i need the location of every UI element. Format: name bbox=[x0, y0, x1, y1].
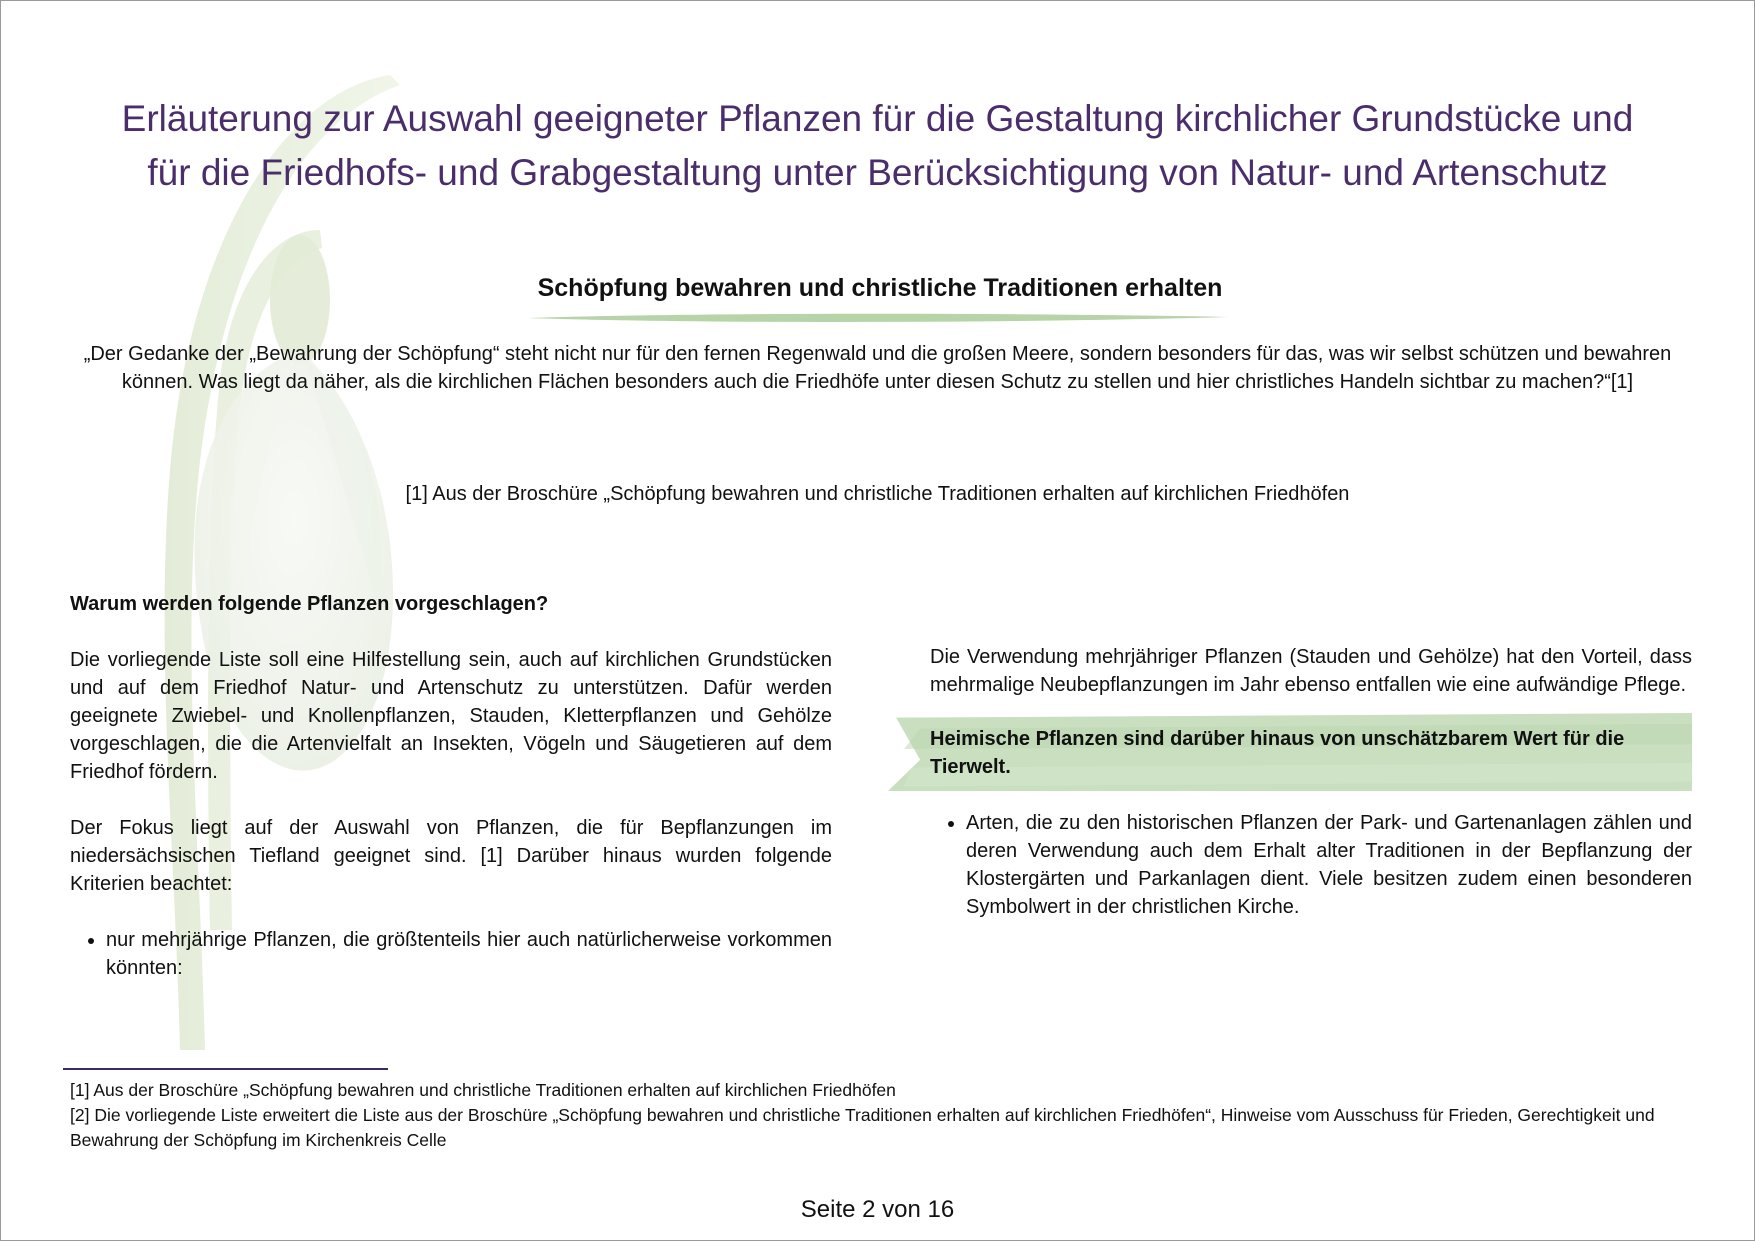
green-brush-background bbox=[888, 713, 1692, 791]
left-paragraph-2: Der Fokus liegt auf der Auswahl von Pflanzen, die für Bepflanzungen im niedersächsischen Tiefland geeignet sind. [1] Darüber hinaus wurden folgende Kriterien beachtet: bbox=[70, 817, 832, 895]
section-heading: Schöpfung bewahren und christliche Traditionen erhalten bbox=[537, 274, 1223, 302]
title-line-2: für die Friedhofs- und Grabgestaltung unter Berücksichtigung von Natur- und Artenschutz bbox=[147, 152, 1608, 193]
intro-quote-source: [1] Aus der Broschüre „Schöpfung bewahren und christliche Traditionen erhalten auf kirchlichen Friedhöfen bbox=[405, 483, 1350, 505]
right-paragraph-1: Die Verwendung mehrjähriger Pflanzen (Stauden und Gehölze) hat den Vorteil, dass mehrmalige Neubepflanzungen im Jahr ebenso entfallen wie eine aufwändige Pflege. bbox=[930, 646, 1692, 696]
right-bullet-list bbox=[930, 809, 1692, 921]
footnote-2: [2] Die vorliegende Liste erweitert die Liste aus der Broschüre „Schöpfung bewahren und christliche Traditionen erhalten auf kirchlichen Friedhöfen“, Hinweise vom Ausschuss für Frieden, Gerechtigkeit und Bewahrung der Schöpfung im Kirchenkreis Celle bbox=[70, 1105, 1655, 1150]
left-column-heading: Warum werden folgende Pflanzen vorgeschlagen? bbox=[70, 593, 549, 615]
left-column bbox=[70, 590, 832, 982]
page-number: Seite 2 von 16 bbox=[800, 1196, 955, 1223]
highlight-text: Heimische Pflanzen sind darüber hinaus von unschätzbarem Wert für die Tierwelt. bbox=[930, 728, 1625, 778]
footnote-divider bbox=[63, 1068, 388, 1070]
footnote-1: [1] Aus der Broschüre „Schöpfung bewahren und christliche Traditionen erhalten auf kirchlichen Friedhöfen bbox=[70, 1080, 896, 1100]
right-column bbox=[930, 643, 1692, 921]
heading-underline-stroke bbox=[528, 312, 1228, 324]
list-item: • nur mehrjährige Pflanzen, die größtenteils hier auch natürlicherweise vorkommen könnten: bbox=[106, 926, 832, 982]
list-item: • Arten, die zu den historischen Pflanzen der Park- und Gartenanlagen zählen und deren Verwendung auch dem Erhalt alter Traditionen in der Bepflanzung der Klostergärten und Parkanlagen dient. Viele besitzen zudem einen besonderen Symbolwert in der christlichen Kirche. bbox=[966, 809, 1692, 921]
highlight-box bbox=[888, 713, 1692, 791]
intro-quote: „Der Gedanke der „Bewahrung der Schöpfung“ steht nicht nur für den fernen Regenwald und die großen Meere, sondern besonders für das, was wir selbst schützen und bewahren können. Was liegt da näher, als die kirchlichen Flächen besonders auch die Friedhöfe unter diesen Schutz zu stellen und hier christliches Handeln sichtbar zu machen?“[1] bbox=[83, 343, 1672, 393]
left-paragraph-1: Die vorliegende Liste soll eine Hilfestellung sein, auch auf kirchlichen Grundstücken und auf dem Friedhof Natur- und Artenschutz zu unterstützen. Dafür werden geeignete Zwiebel- und Knollenpflanzen, Stauden, Kletterpflanzen und Gehölze vorgeschlagen, die die Artenvielfalt an Insekten, Vögeln und Säugetieren auf dem Friedhof fördern. bbox=[70, 649, 832, 783]
footnotes bbox=[70, 1078, 1690, 1153]
left-bullet-list bbox=[70, 926, 832, 982]
page-title bbox=[50, 92, 1705, 200]
title-line-1: Erläuterung zur Auswahl geeigneter Pflanzen für die Gestaltung kirchlicher Grundstücke und bbox=[121, 98, 1634, 139]
